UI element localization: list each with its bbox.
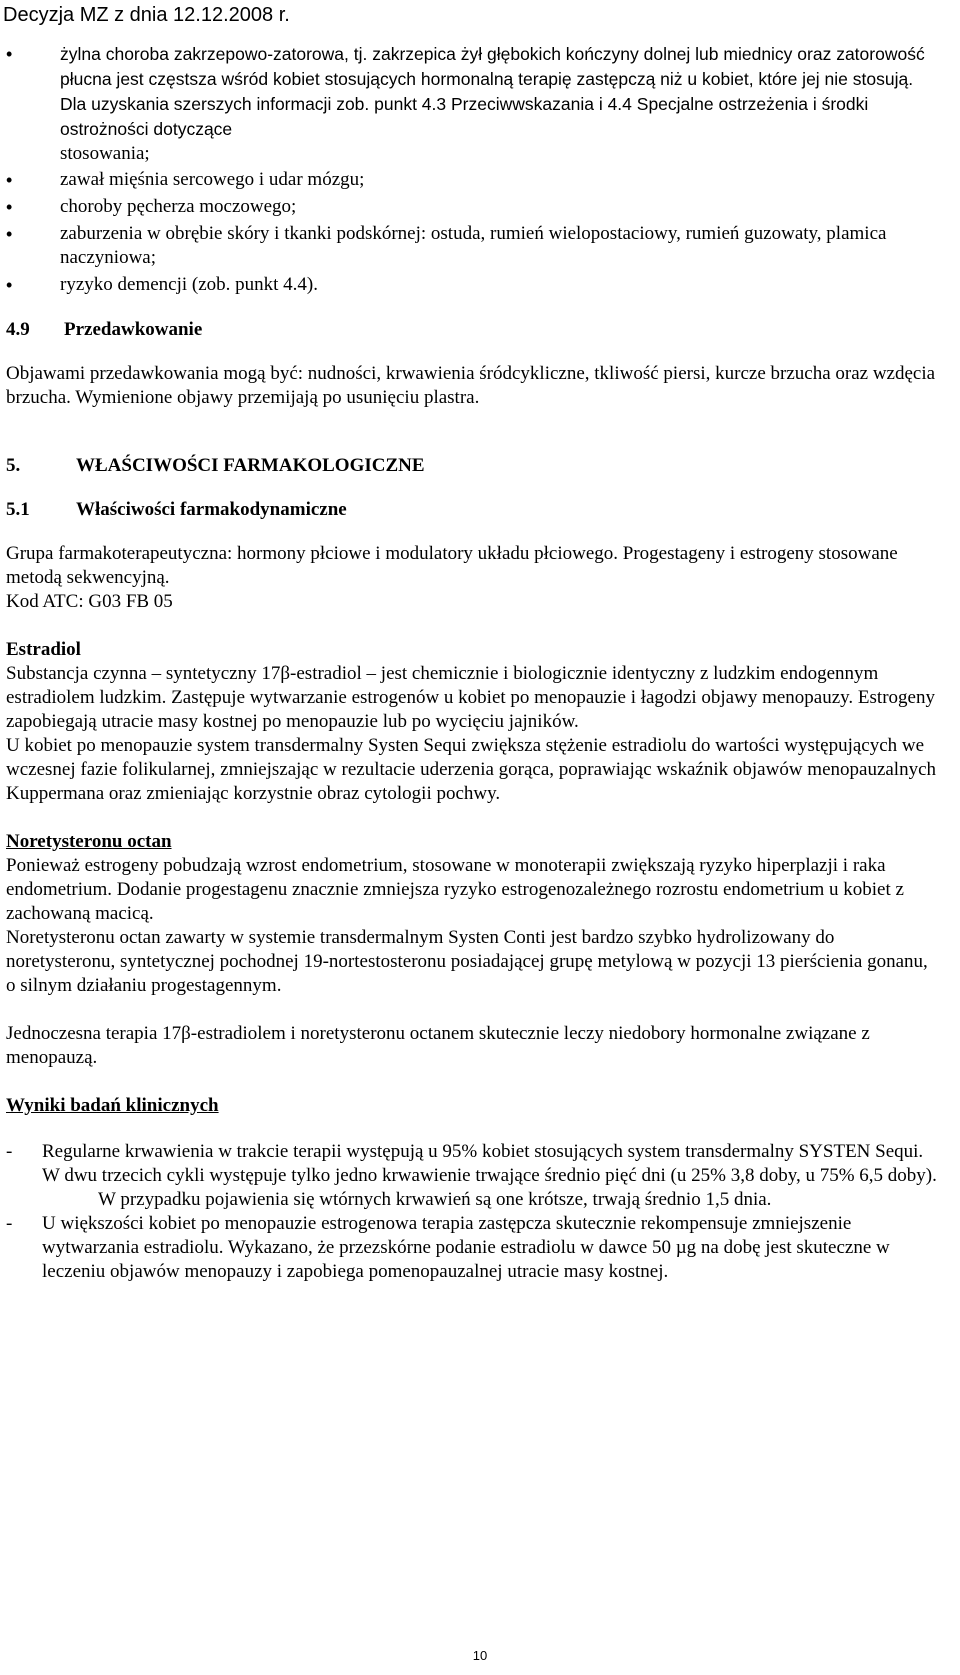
- list-item: • zawał mięśnia sercowego i udar mózgu;: [6, 168, 941, 192]
- list-item: • zaburzenia w obrębie skóry i tkanki podskórnej: ostuda, rumień wielopostaciowy, rumień guzowaty, plamica naczyniowa;: [6, 222, 941, 270]
- noretysteron-paragraph: Ponieważ estrogeny pobudzają wzrost endometrium, stosowane w monoterapii zwiększają ryzyko hiperplazji i raka endometrium. Dodanie progestagenu znacznie zmniejsza ryzyko estrogenozależnego rozrostu endometrium u kobiet z zachowaną macicą.: [6, 855, 904, 924]
- list-item: • żylna choroba zakrzepowo-zatorowa, tj. zakrzepica żył głębokich kończyny dolnej lub miednicy oraz zatorowość płucna jest częstsza wśród kobiet stosujących hormonalną terapię zastępczą niż u kobiet, które jej nie stosują. Dla uzyskania szerszych informacji zob. punkt 4.3 Przeciwwskazania i 4.4 Specjalne ostrzeżenia i środki ostrożności dotyczące stosowania;: [6, 42, 941, 166]
- document-header: Decyzja MZ z dnia 12.12.2008 r.: [3, 4, 290, 26]
- noretysteron-title: Noretysteronu octan: [6, 831, 172, 852]
- list-item: - U większości kobiet po menopauzie estrogenowa terapia zastępcza skutecznie rekompensuje zmniejszenie wytwarzania estradiolu. Wykazano, że przezskórne podanie estradiolu w dawce 50 µg na dobę jest skuteczne w leczeniu objawów menopauzy i zapobiega pomenopauzalnej utracie masy kostnej.: [6, 1212, 941, 1284]
- list-item: - Regularne krwawienia w trakcie terapii występują u 95% kobiet stosujących system transdermalny SYSTEN Sequi. W dwu trzecich cykli występuje tylko jedno krwawienie trwające średnio pięć dni (u 25% 3,8 doby, u 75% 6,5 doby). W przypadku pojawienia się wtórnych krwawień są one krótsze, trwają średnio 1,5 dnia.: [6, 1140, 941, 1212]
- atc-code: Kod ATC: G03 FB 05: [6, 591, 173, 612]
- section-heading-5-1: 5.1 Właściwości farmakodynamiczne: [6, 499, 347, 520]
- page-number: 10: [472, 1648, 488, 1663]
- estradiol-paragraph: U kobiet po menopauzie system transdermalny Systen Sequi zwiększa stężenie estradiolu do wartości występujących we wczesnej fazie folikularnej, zmniejszając w rezultacie uderzenia gorąca, poprawiając wskaźnik objawów menopauzalnych Kuppermana oraz zmieniając korzystnie obraz cytologii pochwy.: [6, 735, 937, 804]
- overdose-paragraph: Objawami przedawkowania mogą być: nudności, krwawienia śródcykliczne, tkliwość piersi, kurcze brzucha oraz wzdęcia brzucha. Wymienione objawy przemijają po usunięciu plastra.: [6, 363, 936, 408]
- estradiol-paragraph: Substancja czynna – syntetyczny 17β-estradiol – jest chemicznie i biologicznie identyczny z ludzkim endogennym estradiolem ludzkim. Zastępuje wytwarzanie estrogenów u kobiet po menopauzie i łagodzi objawy menopauzy. Estrogeny zapobiegają utracie masy kostnej po menopauzie lub po wycięciu jajników.: [6, 663, 935, 732]
- document-body: [6, 42, 941, 1284]
- pharmacotherapeutic-group: Grupa farmakoterapeutyczna: hormony płciowe i modulatory układu płciowego. Progestageny i estrogeny stosowane metodą sekwencyjną.: [6, 543, 898, 588]
- list-item: • ryzyko demencji (zob. punkt 4.4).: [6, 273, 941, 297]
- list-item: • choroby pęcherza moczowego;: [6, 195, 941, 219]
- section-heading-5: 5. WŁAŚCIWOŚCI FARMAKOLOGICZNE: [6, 455, 425, 476]
- clinical-results-list: [6, 1140, 941, 1284]
- estradiol-title: Estradiol: [6, 639, 81, 660]
- clinical-results-title: Wyniki badań klinicznych: [6, 1095, 219, 1116]
- noretysteron-paragraph: Noretysteronu octan zawarty w systemie transdermalnym Systen Conti jest bardzo szybko hydrolizowany do noretysteronu, syntetycznej pochodnej 19-nortestosteronu posiadającej grupę metylową w pozycji 13 pierścienia gonanu, o silnym działaniu progestagennym.: [6, 927, 928, 996]
- adverse-effects-list: [6, 42, 941, 297]
- section-heading-4-9: 4.9 Przedawkowanie: [6, 319, 203, 340]
- combined-therapy-paragraph: Jednoczesna terapia 17β-estradiolem i noretysteronu octanem skutecznie leczy niedobory hormonalne związane z menopauzą.: [6, 1023, 870, 1068]
